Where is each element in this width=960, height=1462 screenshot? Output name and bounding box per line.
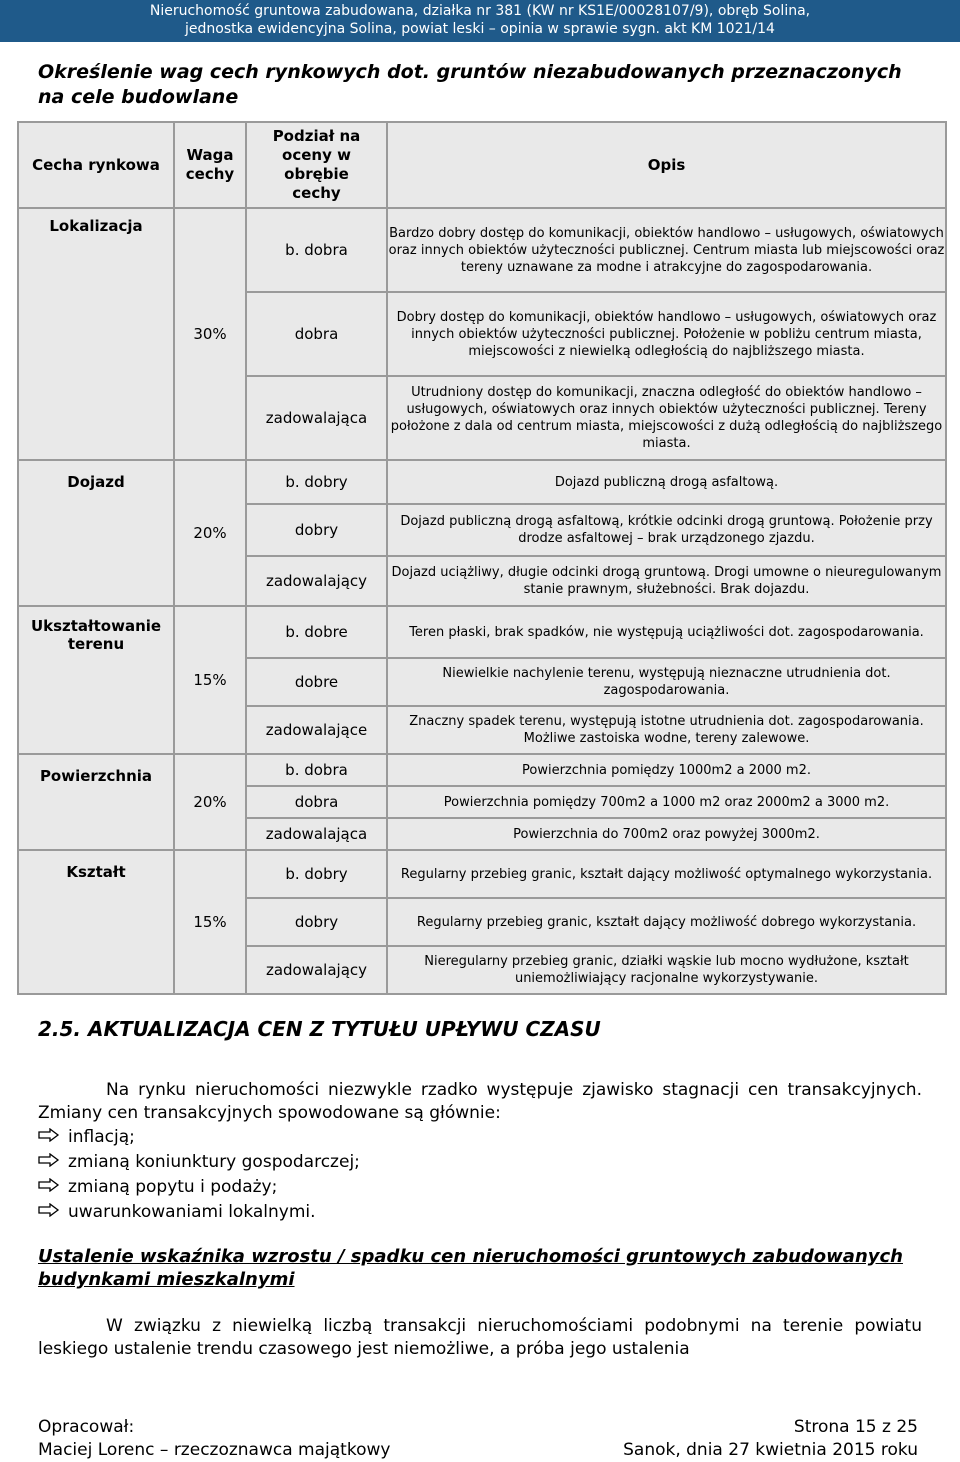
description-cell: Dojazd publiczną drogą asfaltową. — [387, 460, 946, 504]
description-cell: Utrudniony dostęp do komunikacji, znaczna odległość do obiektów handlowo – usługowych, oświatowych oraz innych obiektów użyteczności publicznej. Tereny położone z dala od centrum miasta, miejscowości z dużą odległością do najbliższego miasta. — [387, 376, 946, 460]
grade-cell: dobry — [246, 504, 387, 556]
bullet-text: uwarunkowaniami lokalnymi. — [68, 1202, 316, 1222]
grade-cell: dobry — [246, 898, 387, 946]
description-cell: Powierzchnia do 700m2 oraz powyżej 3000m2. — [387, 818, 946, 850]
feature-dojazd: Dojazd — [18, 460, 174, 606]
header-line-2: jednostka ewidencyjna Solina, powiat leski – opinia w sprawie sygn. akt KM 1021/14 — [185, 21, 775, 37]
bullet-item — [38, 1151, 360, 1174]
feature-ksztalt: Kształt — [18, 850, 174, 994]
header-feature: Cecha rynkowa — [18, 122, 174, 208]
table-row — [18, 754, 946, 786]
bullet-item — [38, 1126, 135, 1149]
bullet-text: inflacją; — [68, 1127, 135, 1147]
footer-place-date: Sanok, dnia 27 kwietnia 2015 roku — [623, 1440, 918, 1460]
description-cell: Dojazd publiczną drogą asfaltową, krótkie odcinki drogą gruntową. Położenie przy drodze asfaltowej – brak urządzonego zjazdu. — [387, 504, 946, 556]
table-row — [18, 850, 946, 898]
table-row — [18, 460, 946, 504]
description-cell: Regularny przebieg granic, kształt dający możliwość optymalnego wykorzystania. — [387, 850, 946, 898]
grade-cell: dobre — [246, 658, 387, 706]
table-header-row — [18, 122, 946, 208]
description-cell: Dojazd uciążliwy, długie odcinki drogą gruntową. Drogi umowne o nieuregulowanym stanie prawnym, służebności. Brak dojazdu. — [387, 556, 946, 606]
grade-cell: b. dobra — [246, 754, 387, 786]
document-header — [0, 0, 960, 42]
grade-cell: zadowalające — [246, 706, 387, 754]
weight-cell: 20% — [174, 754, 246, 850]
grade-cell: b. dobre — [246, 606, 387, 658]
feature-lokalizacja: Lokalizacja — [18, 208, 174, 460]
grade-cell: b. dobry — [246, 460, 387, 504]
bullet-text: zmianą koniunktury gospodarczej; — [68, 1152, 360, 1172]
section-paragraph: Na rynku nieruchomości niezwykle rzadko występuje zjawisko stagnacji cen transakcyjnych. Zmiany cen transakcyjnych spowodowane są głównie: — [38, 1080, 922, 1123]
footer-page-number: Strona 15 z 25 — [793, 1417, 918, 1437]
hollow-arrow-icon — [38, 1176, 68, 1199]
bullet-item — [38, 1176, 277, 1199]
weights-table — [17, 121, 947, 995]
header-weight: Waga cechy — [174, 122, 246, 208]
table-row — [18, 606, 946, 658]
grade-cell: zadowalająca — [246, 818, 387, 850]
footer-author: Maciej Lorenc – rzeczoznawca majątkowy — [38, 1440, 391, 1460]
description-cell: Niewielkie nachylenie terenu, występują nieznaczne utrudnienia dot. zagospodarowania. — [387, 658, 946, 706]
feature-powierzchnia: Powierzchnia — [18, 754, 174, 850]
description-cell: Dobry dostęp do komunikacji, obiektów handlowo – usługowych, oświatowych oraz innych obiektów użyteczności publicznej. Położenie w pobliżu centrum miasta, miejscowości z niewielką odległością do najbliższego miasta. — [387, 292, 946, 376]
grade-cell: zadowalający — [246, 556, 387, 606]
weight-cell: 30% — [174, 208, 246, 460]
footer-prepared-by: Opracował: — [38, 1417, 135, 1437]
description-cell: Powierzchnia pomiędzy 700m2 a 1000 m2 oraz 2000m2 a 3000 m2. — [387, 786, 946, 818]
weight-cell: 20% — [174, 460, 246, 606]
grade-cell: b. dobry — [246, 850, 387, 898]
weight-cell: 15% — [174, 606, 246, 754]
feature-uksztaltowanie: Ukształtowanie terenu — [18, 606, 174, 754]
table-body — [18, 208, 946, 994]
grade-cell: dobra — [246, 786, 387, 818]
grade-cell: zadowalający — [246, 946, 387, 994]
section-title: Określenie wag cech rynkowych dot. gruntów niezabudowanych przeznaczonych na cele budowlane — [38, 61, 902, 108]
section-heading: 2.5. AKTUALIZACJA CEN Z TYTUŁU UPŁYWU CZASU — [38, 1017, 601, 1041]
hollow-arrow-icon — [38, 1201, 68, 1224]
grade-cell: b. dobra — [246, 208, 387, 292]
header-description: Opis — [387, 122, 946, 208]
description-cell: Powierzchnia pomiędzy 1000m2 a 2000 m2. — [387, 754, 946, 786]
description-cell: Nieregularny przebieg granic, działki wąskie lub mocno wydłużone, kształt uniemożliwiający racjonalne wykorzystywanie. — [387, 946, 946, 994]
grade-cell: zadowalająca — [246, 376, 387, 460]
paragraph-2: W związku z niewielką liczbą transakcji nieruchomościami podobnymi na terenie powiatu leskiego ustalenie trendu czasowego jest niemożliwe, a próba jego ustalenia — [38, 1316, 922, 1359]
table-row — [18, 208, 946, 292]
bullet-text: zmianą popytu i podaży; — [68, 1177, 278, 1197]
header-grades: Podział na oceny w obrębie cechy — [246, 122, 387, 208]
description-cell: Znaczny spadek terenu, występują istotne utrudnienia dot. zagospodarowania. Możliwe zastoiska wodne, tereny zalewowe. — [387, 706, 946, 754]
subheading: Ustalenie wskaźnika wzrostu / spadku cen nieruchomości gruntowych zabudowanych budynkami mieszkalnymi — [38, 1246, 903, 1290]
description-cell: Regularny przebieg granic, kształt dający możliwość dobrego wykorzystania. — [387, 898, 946, 946]
weight-cell: 15% — [174, 850, 246, 994]
hollow-arrow-icon — [38, 1126, 68, 1149]
bullet-item — [38, 1201, 316, 1224]
description-cell: Teren płaski, brak spadków, nie występują uciążliwości dot. zagospodarowania. — [387, 606, 946, 658]
hollow-arrow-icon — [38, 1151, 68, 1174]
header-line-1: Nieruchomość gruntowa zabudowana, działka nr 381 (KW nr KS1E/00028107/9), obręb Solina, — [149, 3, 811, 19]
grade-cell: dobra — [246, 292, 387, 376]
description-cell: Bardzo dobry dostęp do komunikacji, obiektów handlowo – usługowych, oświatowych oraz innych obiektów użyteczności publicznej. Centrum miasta lub miejscowości oraz tereny uznawane za modne i atrakcyjne do zagospodarowania. — [387, 208, 946, 292]
